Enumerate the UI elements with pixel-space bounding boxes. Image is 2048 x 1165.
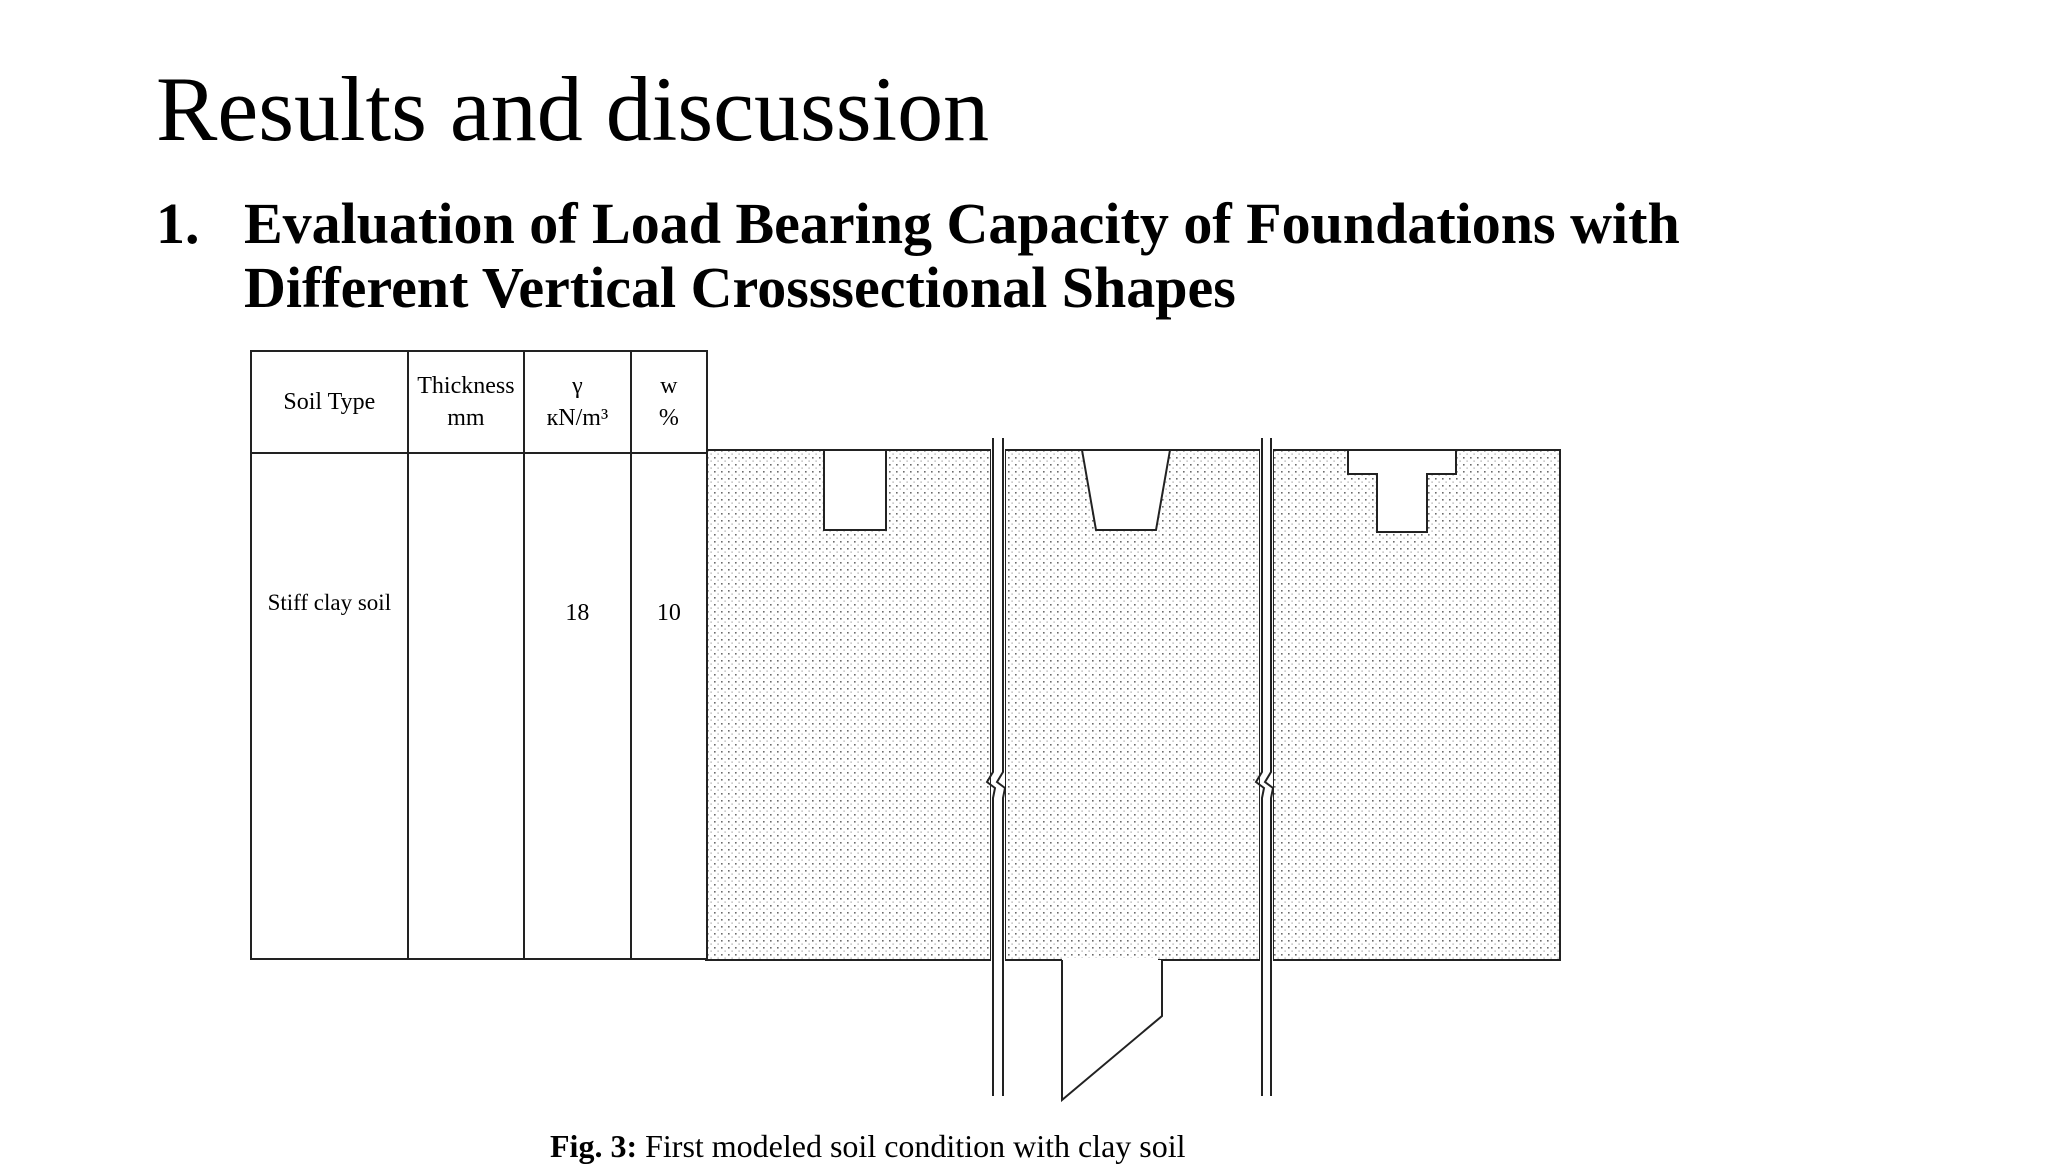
cell-water-content: 10 bbox=[631, 453, 707, 959]
figure-caption-text: First modeled soil condition with clay soil bbox=[637, 1128, 1186, 1164]
col-header-unit-weight: γ кN/m³ bbox=[524, 351, 630, 453]
slide-title: Results and discussion bbox=[156, 58, 990, 160]
foundation-rectangular bbox=[824, 450, 886, 530]
soil-figure bbox=[250, 350, 1570, 1164]
cell-soil-type: Stiff clay soil bbox=[251, 453, 408, 959]
col-header-soil-type: Soil Type bbox=[251, 351, 408, 453]
cell-thickness bbox=[408, 453, 525, 959]
section-title: Evaluation of Load Bearing Capacity of Foundations with Different Vertical Crosssectional Shapes bbox=[244, 191, 1680, 320]
cell-unit-weight: 18 bbox=[524, 453, 630, 959]
col-header-thickness: Thickness mm bbox=[408, 351, 525, 453]
figure-caption bbox=[550, 1128, 1186, 1165]
soil-properties-table bbox=[250, 350, 708, 960]
col-header-water-content: w % bbox=[631, 351, 707, 453]
bottom-break-symbol bbox=[1062, 958, 1162, 1100]
table-row bbox=[251, 453, 707, 959]
foundation-trapezoidal bbox=[1082, 450, 1170, 530]
section-number: 1. bbox=[156, 191, 200, 256]
figure-caption-label: Fig. 3: bbox=[550, 1128, 638, 1164]
